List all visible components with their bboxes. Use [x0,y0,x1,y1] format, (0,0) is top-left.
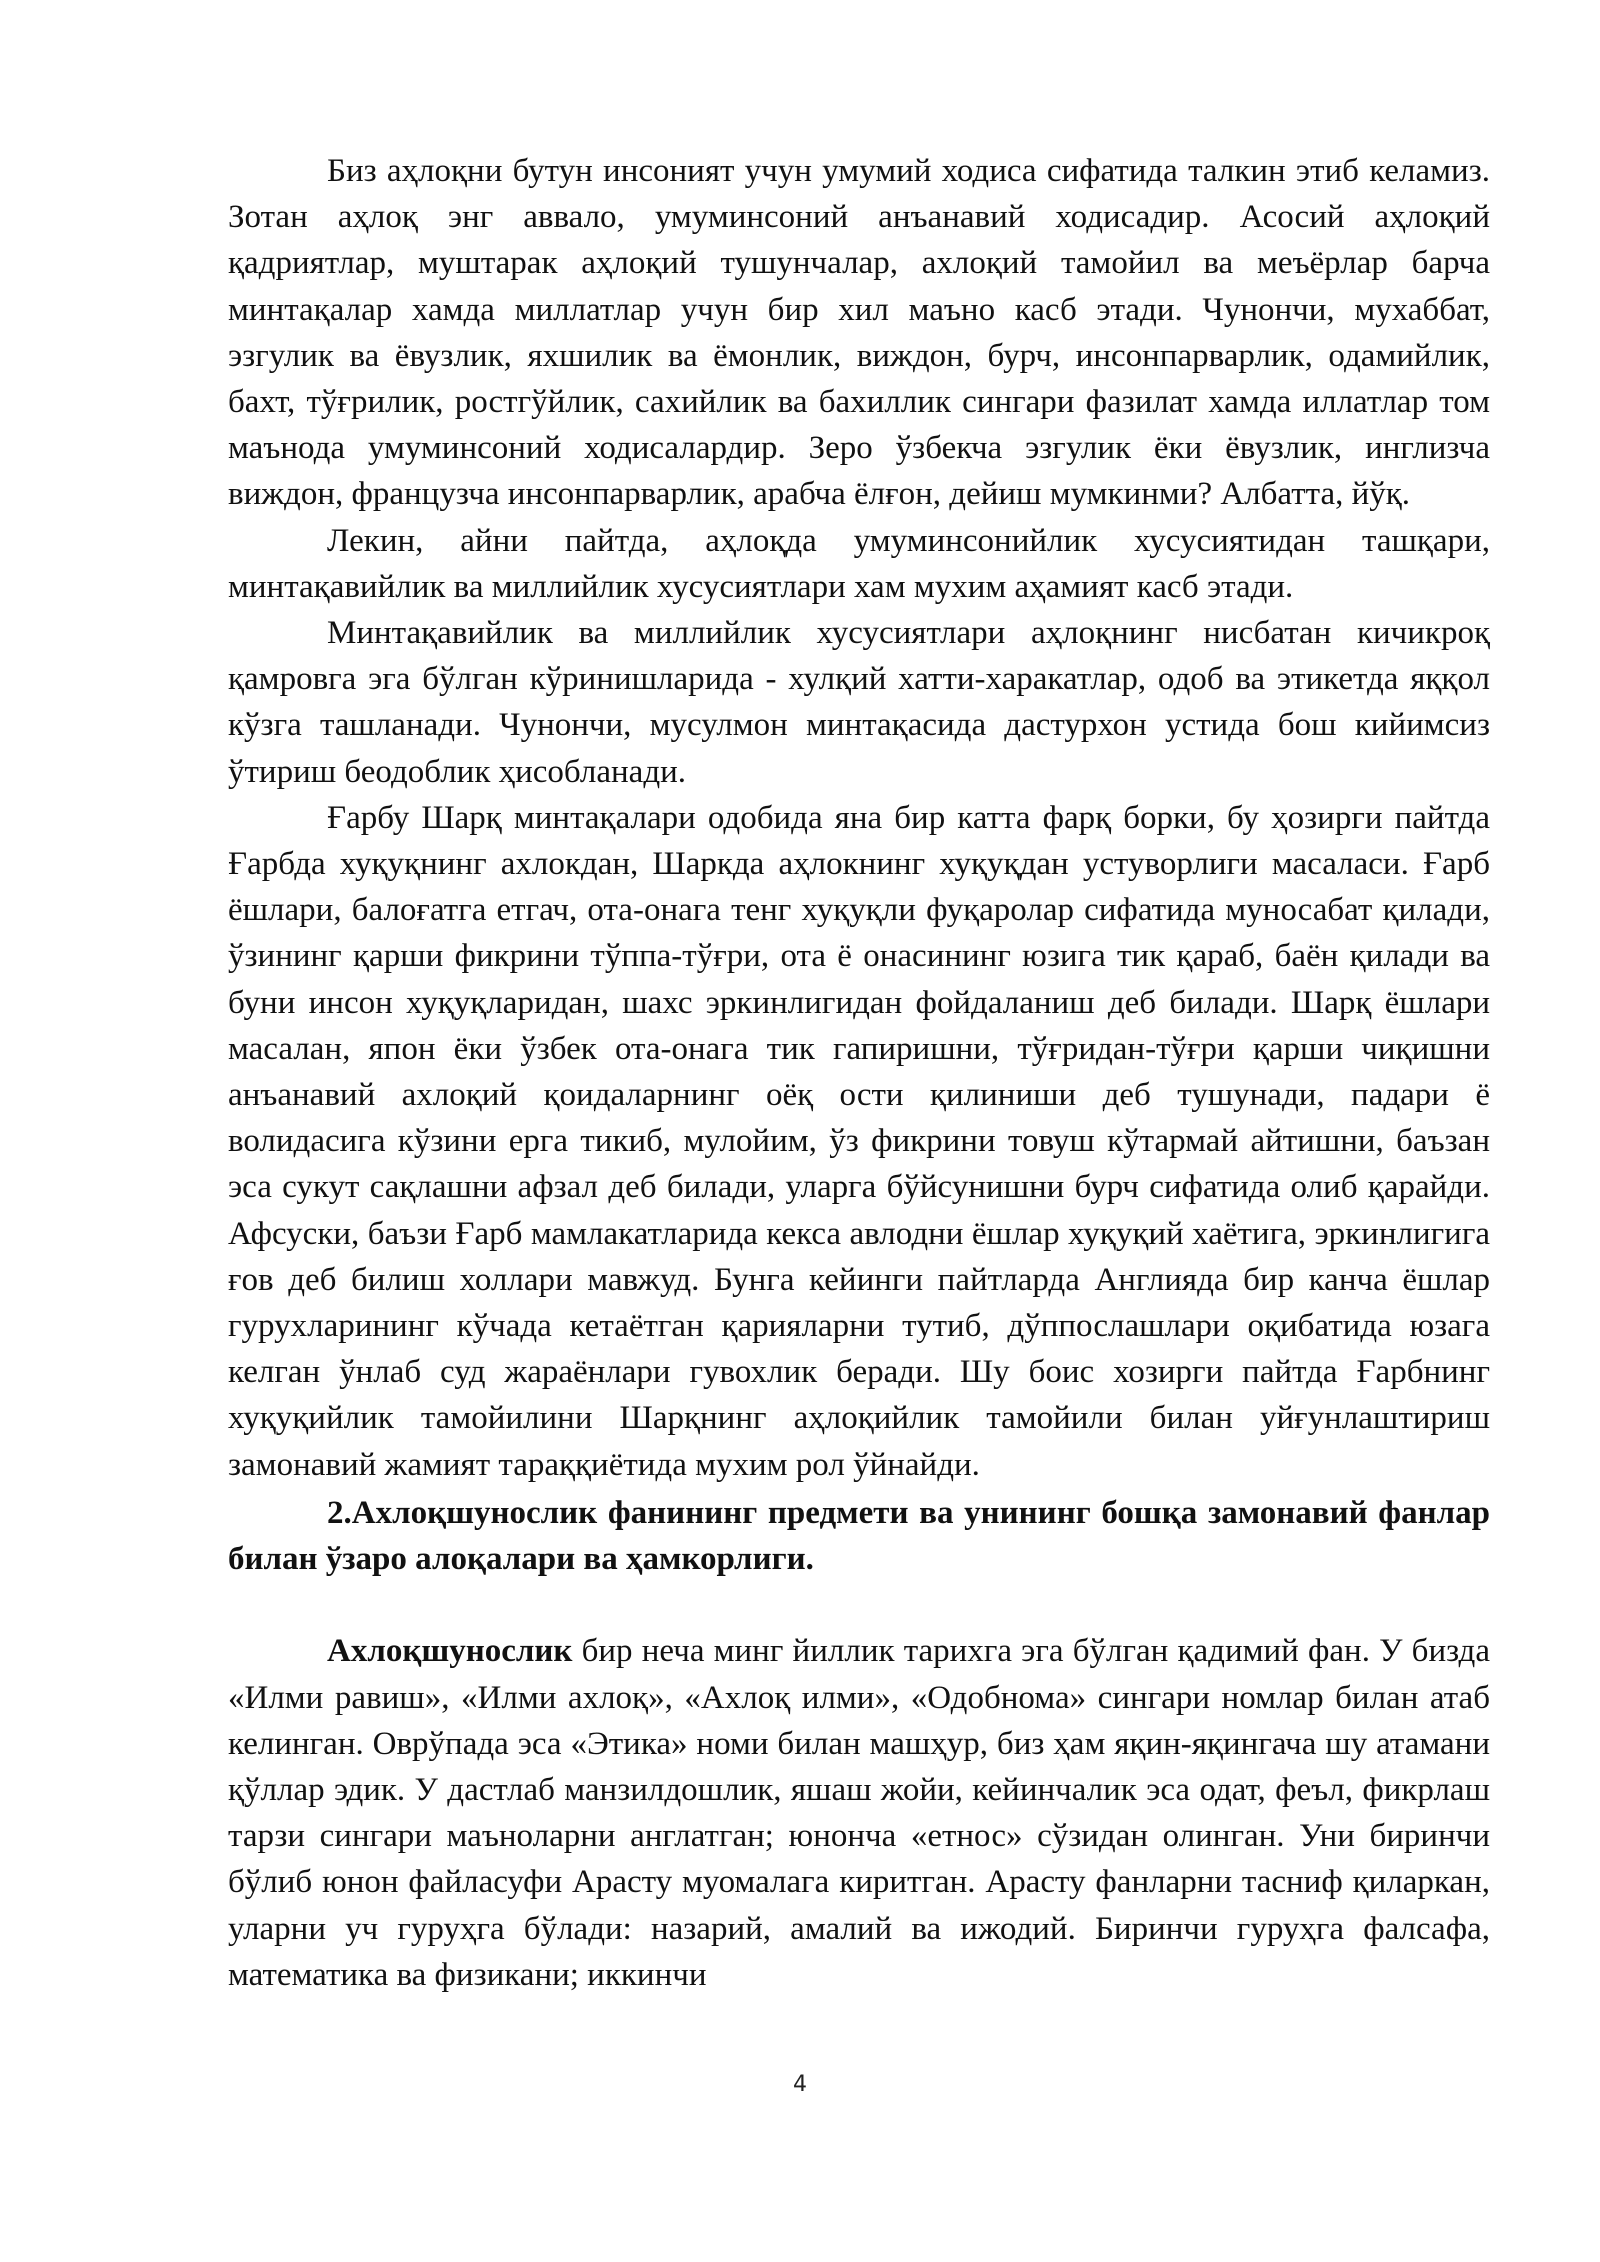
paragraph-west-east: Ғарбу Шарқ минтақалари одобида яна бир катта фарқ борки, бу ҳозирги пайтда Ғарбда хуқуқнинг ахлокдан, Шаркда аҳлокнинг хуқуқдан устуворлиги масаласи. Ғарб ёшлари, балоғатга етгач, ота-онага тенг хуқуқли фуқаролар сифатида муносабат қилади, ўзининг қарши фикрини тўппа-тўғри, ота ё онасининг юзига тик қараб, баён қилади ва буни инсон хуқуқларидан, шахс эркинлигидан фойдаланиш деб билади. Шарқ ёшлари масалан, япон ёки ўзбек ота-онага тик гапиришни, тўғридан-тўғри қарши чиқишни анъанавий ахлоқий қоидаларнинг оёқ ости қилиниши деб тушунади, падари ё волидасига кўзини ерга тикиб, мулойим, ўз фикрини товуш кўтармай айтишни, баъзан эса сукут сақлашни афзал деб билади, уларга бўйсунишни бурч сифатида олиб қарайди. Афсуски, баъзи Ғарб мамлакатларида кекса авлодни ёшлар хуқуқий хаётига, эркинлигига ғов деб билиш холлари мавжуд. Бунга кейинги пайтларда Англияда бир канча ёшлар гурухларининг кўчада кетаётган қарияларни тутиб, дўппослашлари оқибатида юзага келган ўнлаб суд жараёнлари гувохлик беради. Шу боис хозирги пайтда Ғарбнинг хуқуқийлик тамойилини Шарқнинг аҳлоқийлик тамойили билан уйғунлаштириш замонавий жамият тараққиётида мухим рол ўйнайди. [228,799,1490,1483]
paragraph-text: бир неча минг йиллик тарихга эга бўлган қадимий фан. У бизда «Илми равиш», «Илми ахлоқ», «Ахлоқ илми», «Одобнома» сингари номлар билан атаб келинган. Оврўпада эса «Этика» номи билан машҳур, биз ҳам яқин-яқингача шу атамани қўллар эдик. У дастлаб манзилдошлик, яшаш жойи, кейинчалик эса одат, феъл, фикрлаш тарзи сингари маъноларни англатган; юнонча «етнос» сўзидан олинган. Уни биринчи бўлиб юнон файласуфи Арасту муомалага киритган. Арасту фанларни тасниф қиларкан, уларни уч гуруҳга бўлади: назарий, амалий ва ижодий. Биринчи гуруҳга фалсафа, математика ва физикани; иккинчи [228,1633,1490,1993]
paragraph-universal-morality: Биз аҳлоқни бутун инсоният учун умумий ходиса сифатида талкин этиб келамиз. Зотан аҳлоқ энг аввало, умуминсоний анъанавий ходисадир. Асосий аҳлоқий қадриятлар, муштарак аҳлоқий тушунчалар, ахлоқий тамойил ва меъёрлар барча минтақалар хамда миллатлар учун бир хил маъно касб этади. Чунончи, мухаббат, эзгулик ва ёвузлик, яхшилик ва ёмонлик, виждон, бурч, инсонпарварлик, одамийлик, бахт, тўғрилик, ростгўйлик, сахийлик ва бахиллик сингари фазилат хамда иллатлар том маънода умуминсоний ходисалардир. Зеро ўзбекча эзгулик ёки ёвузлик, инглизча виждон, французча инсонпарварлик, арабча ёлғон, дейиш мумкинми? Албатта, йўқ. [228,153,1490,513]
paragraph-ethics-definition [228,1628,1490,1998]
section-heading: 2.Ахлоқшунослик фанининг предмети ва унининг бошқа замонавий фанлар билан ўзаро алоқалари ва ҳамкорлиги. [228,1494,1490,1578]
document-body [228,148,1490,1998]
paragraph-regional-national: Лекин, айни пайтда, аҳлоқда умуминсонийлик хусусиятидан ташқари, минтақавийлик ва миллийлик хусусиятлари хам мухим аҳамият касб этади. [228,522,1490,605]
bold-term: Ахлоқшунослик [327,1633,573,1670]
paragraph-etiquette: Минтақавийлик ва миллийлик хусусиятлари аҳлоқнинг нисбатан кичикроқ қамровга эга бўлган кўринишларида - хулқий хатти-харакатлар, одоб ва этикетда яққол кўзга ташланади. Чунончи, мусулмон минтақасида дастурхон устида бош кийимсиз ўтириш беодоблик ҳисобланади. [228,615,1490,790]
page-number: 4 [793,2072,807,2097]
